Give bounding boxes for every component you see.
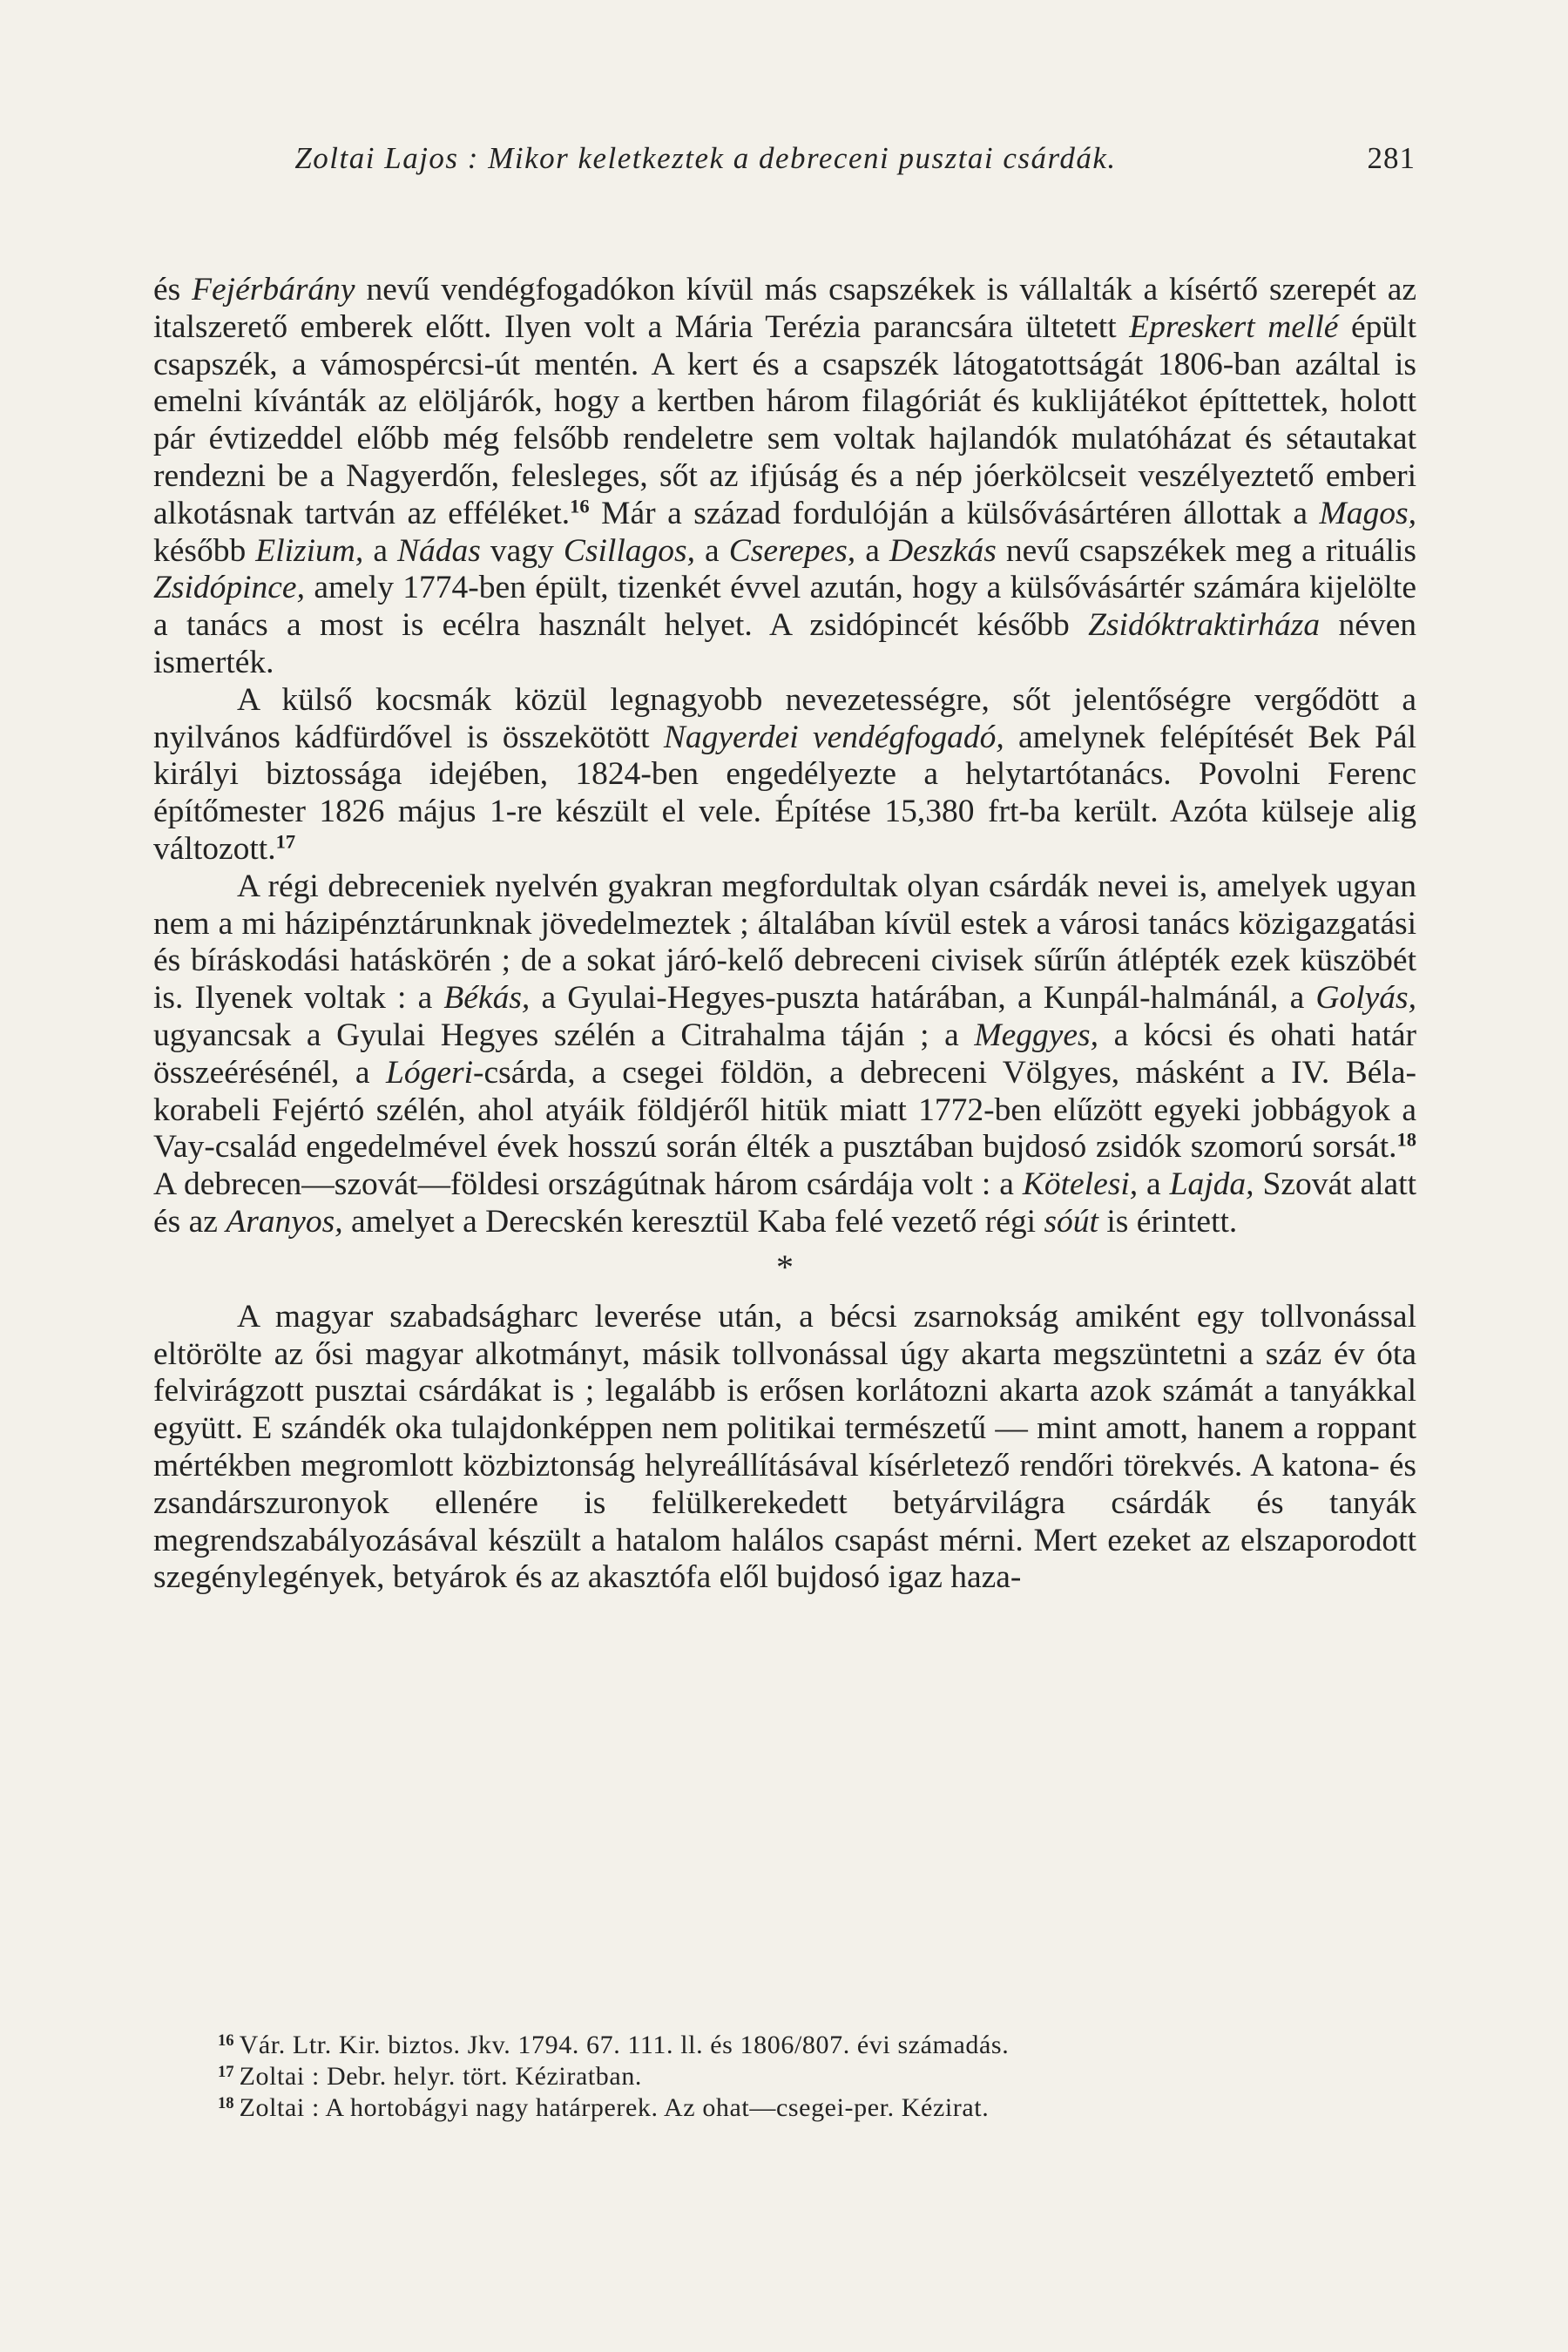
text-run: és [153, 272, 193, 308]
text-run: ugyancsak a Gyulai Hegyes szélén a Citrahalma táján ; a [153, 1017, 975, 1053]
italic-term: Nagyerdei vendégfogadó, [663, 719, 1004, 755]
text-run: A régi debreceniek nyelvén gyakran megfordultak olyan csárdák nevei is, amelyek ugyan nem a mi házipénztárunknak jövedelmeztek ; általában kívül estek a városi tanács közigazgatási és bíráskodási hatáskörén ; de a sokat járó-kelő debreceni civisek sűrűn átlépték ezek küszöbét is. Ilyenek voltak : a [153, 868, 1416, 1017]
text-run: a kócsi és ohati határ összeérésénél, a [153, 1017, 1416, 1091]
text-run: vagy [480, 532, 564, 569]
footnote [218, 2030, 1420, 2061]
text-run: néven ismerték. [153, 607, 1416, 680]
footnote-number: 17 [218, 2062, 234, 2081]
running-title: Zoltai Lajos : Mikor keletkeztek a debreceni pusztai csárdák. [294, 141, 1117, 175]
paragraph [153, 272, 1416, 682]
italic-term: Fejérbárány [192, 272, 355, 308]
footnote-number: 16 [218, 2031, 234, 2050]
footnote-text: Zoltai : A hortobágyi nagy határperek. Az ohat—csegei-per. Kézirat. [239, 2093, 990, 2122]
italic-term: Meggyes, [974, 1017, 1099, 1053]
text-run: nevű vendégfogadókon kívül más csapszékek is vállalták a kísértő szerepét az italszerető emberek előtt. Ilyen volt a Mária Terézia parancsára ültetett [153, 272, 1416, 345]
footnote [218, 2092, 1420, 2124]
footnote-number: 18 [218, 2093, 234, 2112]
italic-term: Nádas [397, 532, 481, 569]
text-run: Már a század fordulóján a külsővásártéren állottak a [589, 495, 1320, 531]
text-run: -csárda, a csegei földön, a debreceni Völgyes, másként a IV. Bélakorabeli Fejértó szélén, ahol atyáik földjéről hitük miatt 1772-ben elűzött egyeki jobbágyok a Vay-család engedelmével évek hosszú során élték a pusztában bujdosó zsidók szomorú sorsát. [153, 1054, 1416, 1166]
running-header [152, 141, 1416, 193]
paragraph [153, 682, 1416, 868]
text-run: a [363, 532, 398, 569]
italic-term: Cserepes, [728, 532, 856, 569]
text-run: A debrecen—szovát—földesi országútnak három csárdája volt : a [153, 1166, 1023, 1203]
footnote-reference: 16 [570, 495, 590, 517]
italic-term: Aranyos, [226, 1203, 343, 1240]
text-run: nevű csapszékek meg a rituális [996, 532, 1416, 569]
italic-term: sóút [1044, 1203, 1098, 1240]
body-text [153, 272, 1416, 1597]
footnote-text: Zoltai : Debr. helyr. tört. Kéziratban. [239, 2062, 643, 2091]
text-run: a [1138, 1166, 1170, 1203]
text-run: is érintett. [1098, 1203, 1238, 1240]
section-separator: * [776, 1247, 794, 1287]
text-run: amelynek felépítését Bek Pál királyi biztossága idejében, 1824-ben engedélyezte a helytartótanács. Povolni Ferenc építőmester 1826 május 1-re készült el vele. Építése 15,380 frt-ba került. Azóta külseje alig változott. [153, 719, 1416, 867]
text-run: a [694, 532, 729, 569]
footnote [218, 2061, 1420, 2092]
italic-term: Lajda, [1169, 1166, 1254, 1203]
italic-term: Csillagos, [563, 532, 695, 569]
italic-term: Zsidóktraktirháza [1088, 607, 1321, 644]
footnote-reference: 18 [1396, 1128, 1416, 1151]
footnote-reference: 17 [275, 830, 296, 853]
paragraph [153, 1299, 1416, 1597]
italic-term: Békás, [443, 980, 531, 1017]
text-run: a [855, 532, 889, 569]
italic-term: Zsidópince, [153, 570, 305, 606]
italic-term: Lógeri [386, 1054, 474, 1091]
italic-term: Magos, [1319, 495, 1417, 531]
footnote-text: Vár. Ltr. Kir. biztos. Jkv. 1794. 67. 111. ll. és 1806/807. évi számadás. [239, 2031, 1010, 2059]
italic-term: Kötelesi, [1022, 1166, 1139, 1203]
page-number: 281 [1367, 141, 1416, 175]
text-run: Szovát alatt és az [153, 1166, 1417, 1240]
italic-term: Deszkás [889, 532, 997, 569]
text-run: amelyet a Derecskén keresztül Kaba felé vezető régi [342, 1203, 1044, 1240]
text-run: A magyar szabadságharc leverése után, a bécsi zsarnokság amiként egy tollvonással eltörölte az ősi magyar alkotmányt, másik tollvonással úgy akarta megszüntetni a száz év óta felvirágzott pusztai csárdákat is ; legalább is erősen korlátozni akarta azok számát a tanyákkal együtt. E szándék oka tulajdonképpen nem politikai természetű — mint amott, hanem a roppant mértékben megromlott közbiztonság helyreállításával kísérletező rendőri törekvés. A katona- és zsandárszuronyok ellenére is felülkerekedett betyárvilágra csárdák és tanyák megrendszabályozásával készült a hatalom halálos csapást mérni. Mert ezeket az elszaporodott szegénylegények, betyárok és az akasztófa elől bujdosó igaz haza- [153, 1298, 1416, 1596]
text-run: később [153, 532, 256, 569]
italic-term: Golyás, [1315, 980, 1416, 1017]
text-run: épült csapszék, a vámospércsi-út mentén. A kert és a csapszék látogatottságát 1806-ban azáltal is emelni kívánták az elöljárók, hogy a kertben három filagóriát és kuklijátékot építtettek, holott pár évtizeddel előbb még felsőbb rendeletre sem voltak hajlandók mulatóházat és sétautakat rendezni be a Nagyerdőn, felesleges, sőt az ifjúság és a nép jóerkölcseit veszélyeztető emberi alkotásnak tartván az efféléket. [153, 308, 1416, 531]
paragraph [153, 868, 1416, 1241]
italic-term: Elizium, [255, 532, 364, 569]
text-run: a Gyulai-Hegyes-puszta határában, a Kunpál-halmánál, a [530, 980, 1316, 1017]
text-run: amely 1774-ben épült, tizenkét évvel azután, hogy a külsővásártér számára kijelölte a tanács a most is ecélra használt helyet. A zsidópincét később [153, 570, 1416, 644]
footnotes [218, 2030, 1420, 2124]
text-run: A külső kocsmák közül legnagyobb nevezetességre, sőt jelentőségre vergődött a nyilvános kádfürdővel is összekötött [153, 681, 1416, 755]
italic-term: Epreskert mellé [1129, 308, 1339, 345]
